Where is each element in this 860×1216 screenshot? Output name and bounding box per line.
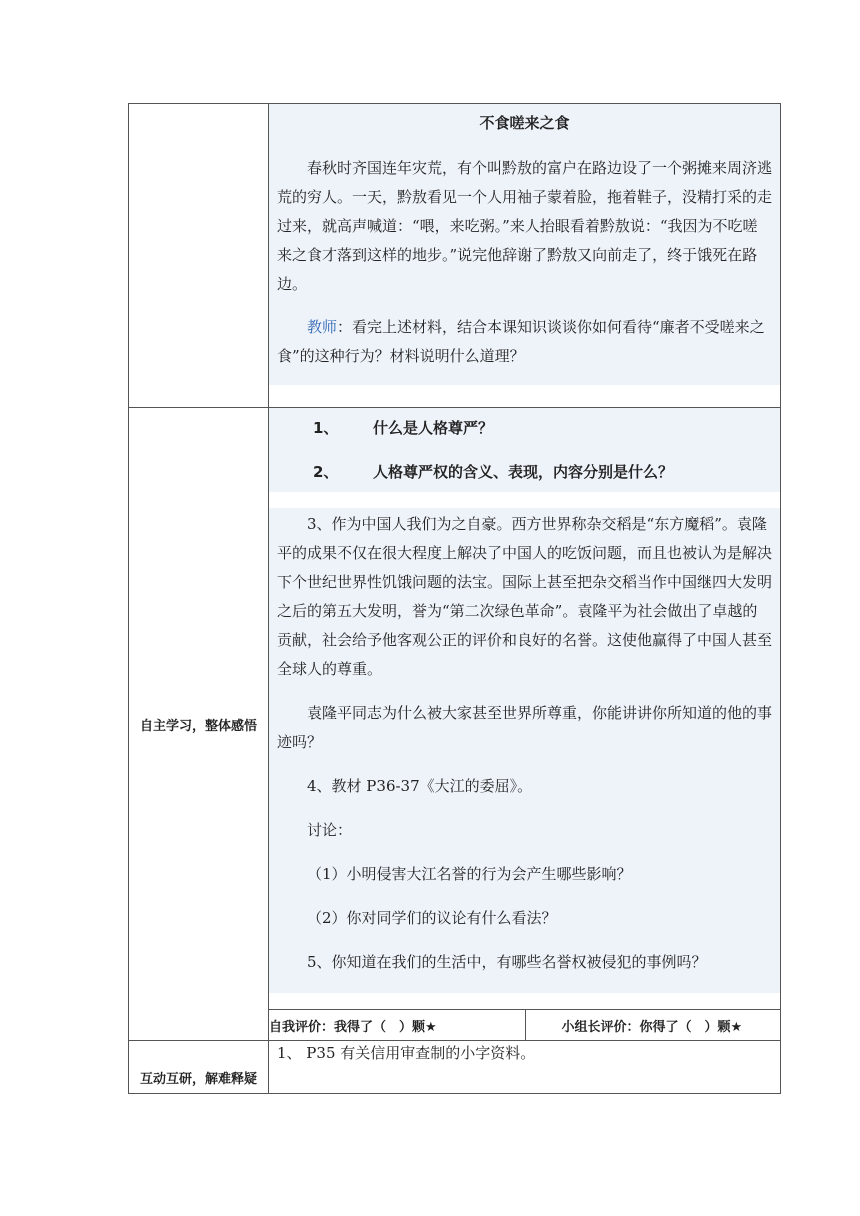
row-label-self-study: 自主学习，整体感悟 [129, 408, 269, 1041]
question-1-number: 1、 [313, 419, 339, 437]
discussion-1: （1）小明侵害大江名誉的行为会产生哪些影响？ [307, 865, 632, 883]
question-2-text: 人格尊严权的含义、表现，内容分别是什么？ [373, 463, 674, 481]
paragraph-5: 5、你知道在我们的生活中，有哪些名誉权被侵犯的事例吗？ [307, 953, 707, 971]
story-title: 不食嗟来之食 [479, 114, 570, 132]
paragraph-4: 4、教材 P36-37《大江的委屈》。 [307, 777, 533, 795]
self-evaluation: 自我评价：我得了（ ）颗★ [269, 1010, 525, 1041]
teacher-prompt [269, 313, 780, 371]
question-1-text: 什么是人格尊严？ [373, 419, 494, 437]
leader-evaluation: 小组长评价：你得了（ ）颗★ [525, 1010, 780, 1041]
discussion-2: （2）你对同学们的议论有什么看法？ [307, 909, 557, 927]
teacher-text: ：看完上述材料，结合本课知识谈谈你如何看待“廉者不受嗟来之食”的这种行为？材料说明什么道理？ [277, 318, 765, 365]
row-label-empty [129, 104, 269, 408]
paragraph-3b: 袁隆平同志为什么被大家甚至世界所尊重，你能讲讲你所知道的他的事迹吗？ [277, 704, 773, 751]
interaction-row [129, 1041, 781, 1094]
interaction-text: 1、 P35 有关信用审查制的小字资料。 [277, 1044, 536, 1062]
discussion-label: 讨论： [307, 821, 353, 839]
teacher-label: 教师 [307, 318, 338, 336]
story-paragraph: 春秋时齐国连年灾荒，有个叫黔敖的富户在路边设了一个粥摊来周济逃荒的穷人。一天，黔敖看见一个人用袖子蒙着脸，拖着鞋子，没精打采的走过来，就高声喊道：“喂，来吃粥。”来人抬眼看着黔敖说：“我因为不吃嗟来之食才落到这样的地步。”说完他辞谢了黔敖又向前走了，终于饿死在路边。 [277, 159, 773, 293]
question-1 [269, 408, 780, 448]
self-study-row [129, 408, 781, 1041]
lesson-table [128, 103, 781, 1094]
row-label-interaction: 互动互研，解难释疑 [129, 1041, 269, 1094]
story-cell [269, 104, 781, 408]
self-study-cell [269, 408, 781, 1041]
evaluation-table [269, 1009, 780, 1040]
question-2 [269, 452, 780, 492]
interaction-cell [269, 1041, 781, 1094]
paragraph-3: 3、作为中国人我们为之自豪。西方世界称杂交稻是“东方魔稻”。袁隆平的成果不仅在很大程度上解决了中国人的吃饭问题，而且也被认为是解决下个世纪世界性饥饿问题的法宝。国际上甚至把杂交稻当作中国继四大发明之后的第五大发明，誉为“第二次绿色革命”。袁隆平为社会做出了卓越的贡献，社会给予他客观公正的评价和良好的名誉。这使他赢得了中国人甚至全球人的尊重。 [277, 515, 773, 678]
question-2-number: 2、 [313, 463, 339, 481]
story-row [129, 104, 781, 408]
